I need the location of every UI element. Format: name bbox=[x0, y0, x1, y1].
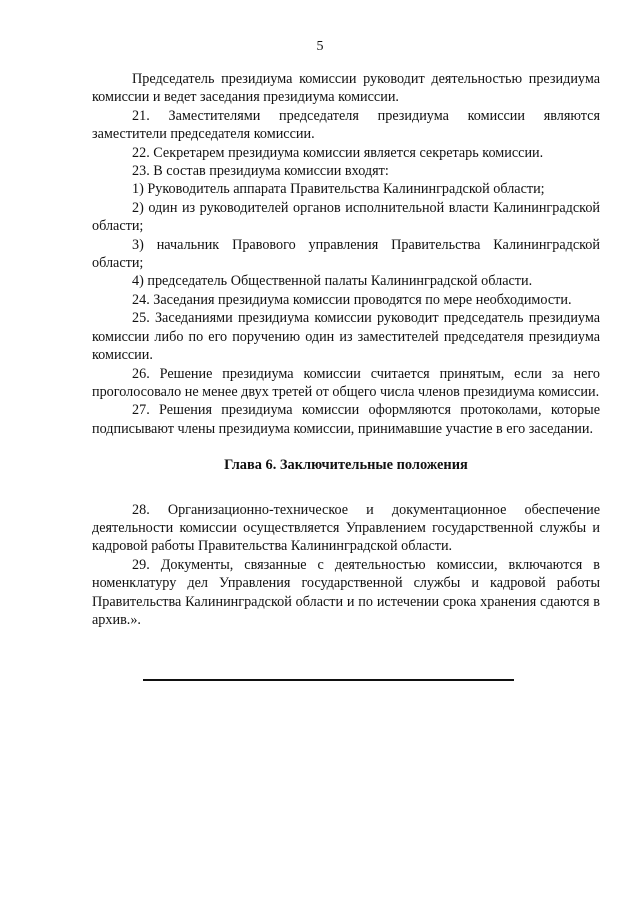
paragraph-29: 29. Документы, связанные с деятельностью комиссии, включаются в номенклатуру дел Управления государственной службы и кадровой работы Правительства Калининградской области и по истечении срока хранения сдаются в архив.». bbox=[92, 556, 600, 628]
paragraph-26: 26. Решение президиума комиссии считается принятым, если за него проголосовало не менее двух третей от общего числа членов президиума комиссии. bbox=[92, 365, 600, 400]
paragraph-25: 25. Заседаниями президиума комиссии руководит председатель президиума комиссии либо по его поручению один из заместителей председателя президиума комиссии. bbox=[92, 310, 600, 364]
paragraph-28: 28. Организационно-техническое и документационное обеспечение деятельности комиссии осуществляется Управлением государственной службы и кадровой работы Правительства Калининградской области. bbox=[92, 501, 600, 555]
list-item-1: 1) Руководитель аппарата Правительства Калининградской области; bbox=[132, 181, 545, 198]
paragraph-23: 23. В состав президиума комиссии входят: bbox=[132, 163, 389, 180]
list-item-4: 4) председатель Общественной палаты Калининградской области. bbox=[132, 273, 533, 290]
page-number: 5 bbox=[316, 39, 324, 54]
paragraph-21: 21. Заместителями председателя президиума комиссии являются заместители председателя комиссии. bbox=[92, 107, 600, 143]
chapter-title: Глава 6. Заключительные положения bbox=[224, 457, 468, 474]
document-body bbox=[92, 70, 600, 629]
paragraph-chairman-duties: Председатель президиума комиссии руководит деятельностью президиума комиссии и ведет заседания президиума комиссии. bbox=[92, 71, 600, 106]
list-item-3: 3) начальник Правового управления Правительства Калининградской области; bbox=[92, 236, 600, 272]
list-item-2: 2) один из руководителей органов исполнительной власти Калининградской области; bbox=[92, 199, 600, 235]
paragraph-24: 24. Заседания президиума комиссии проводятся по мере необходимости. bbox=[132, 291, 572, 308]
paragraph-27: 27. Решения президиума комиссии оформляются протоколами, которые подписывают члены президиума комиссии, принимавшие участие в его заседании. bbox=[92, 402, 600, 437]
paragraph-22: 22. Секретарем президиума комиссии является секретарь комиссии. bbox=[132, 144, 544, 161]
closing-divider-line bbox=[143, 679, 514, 681]
